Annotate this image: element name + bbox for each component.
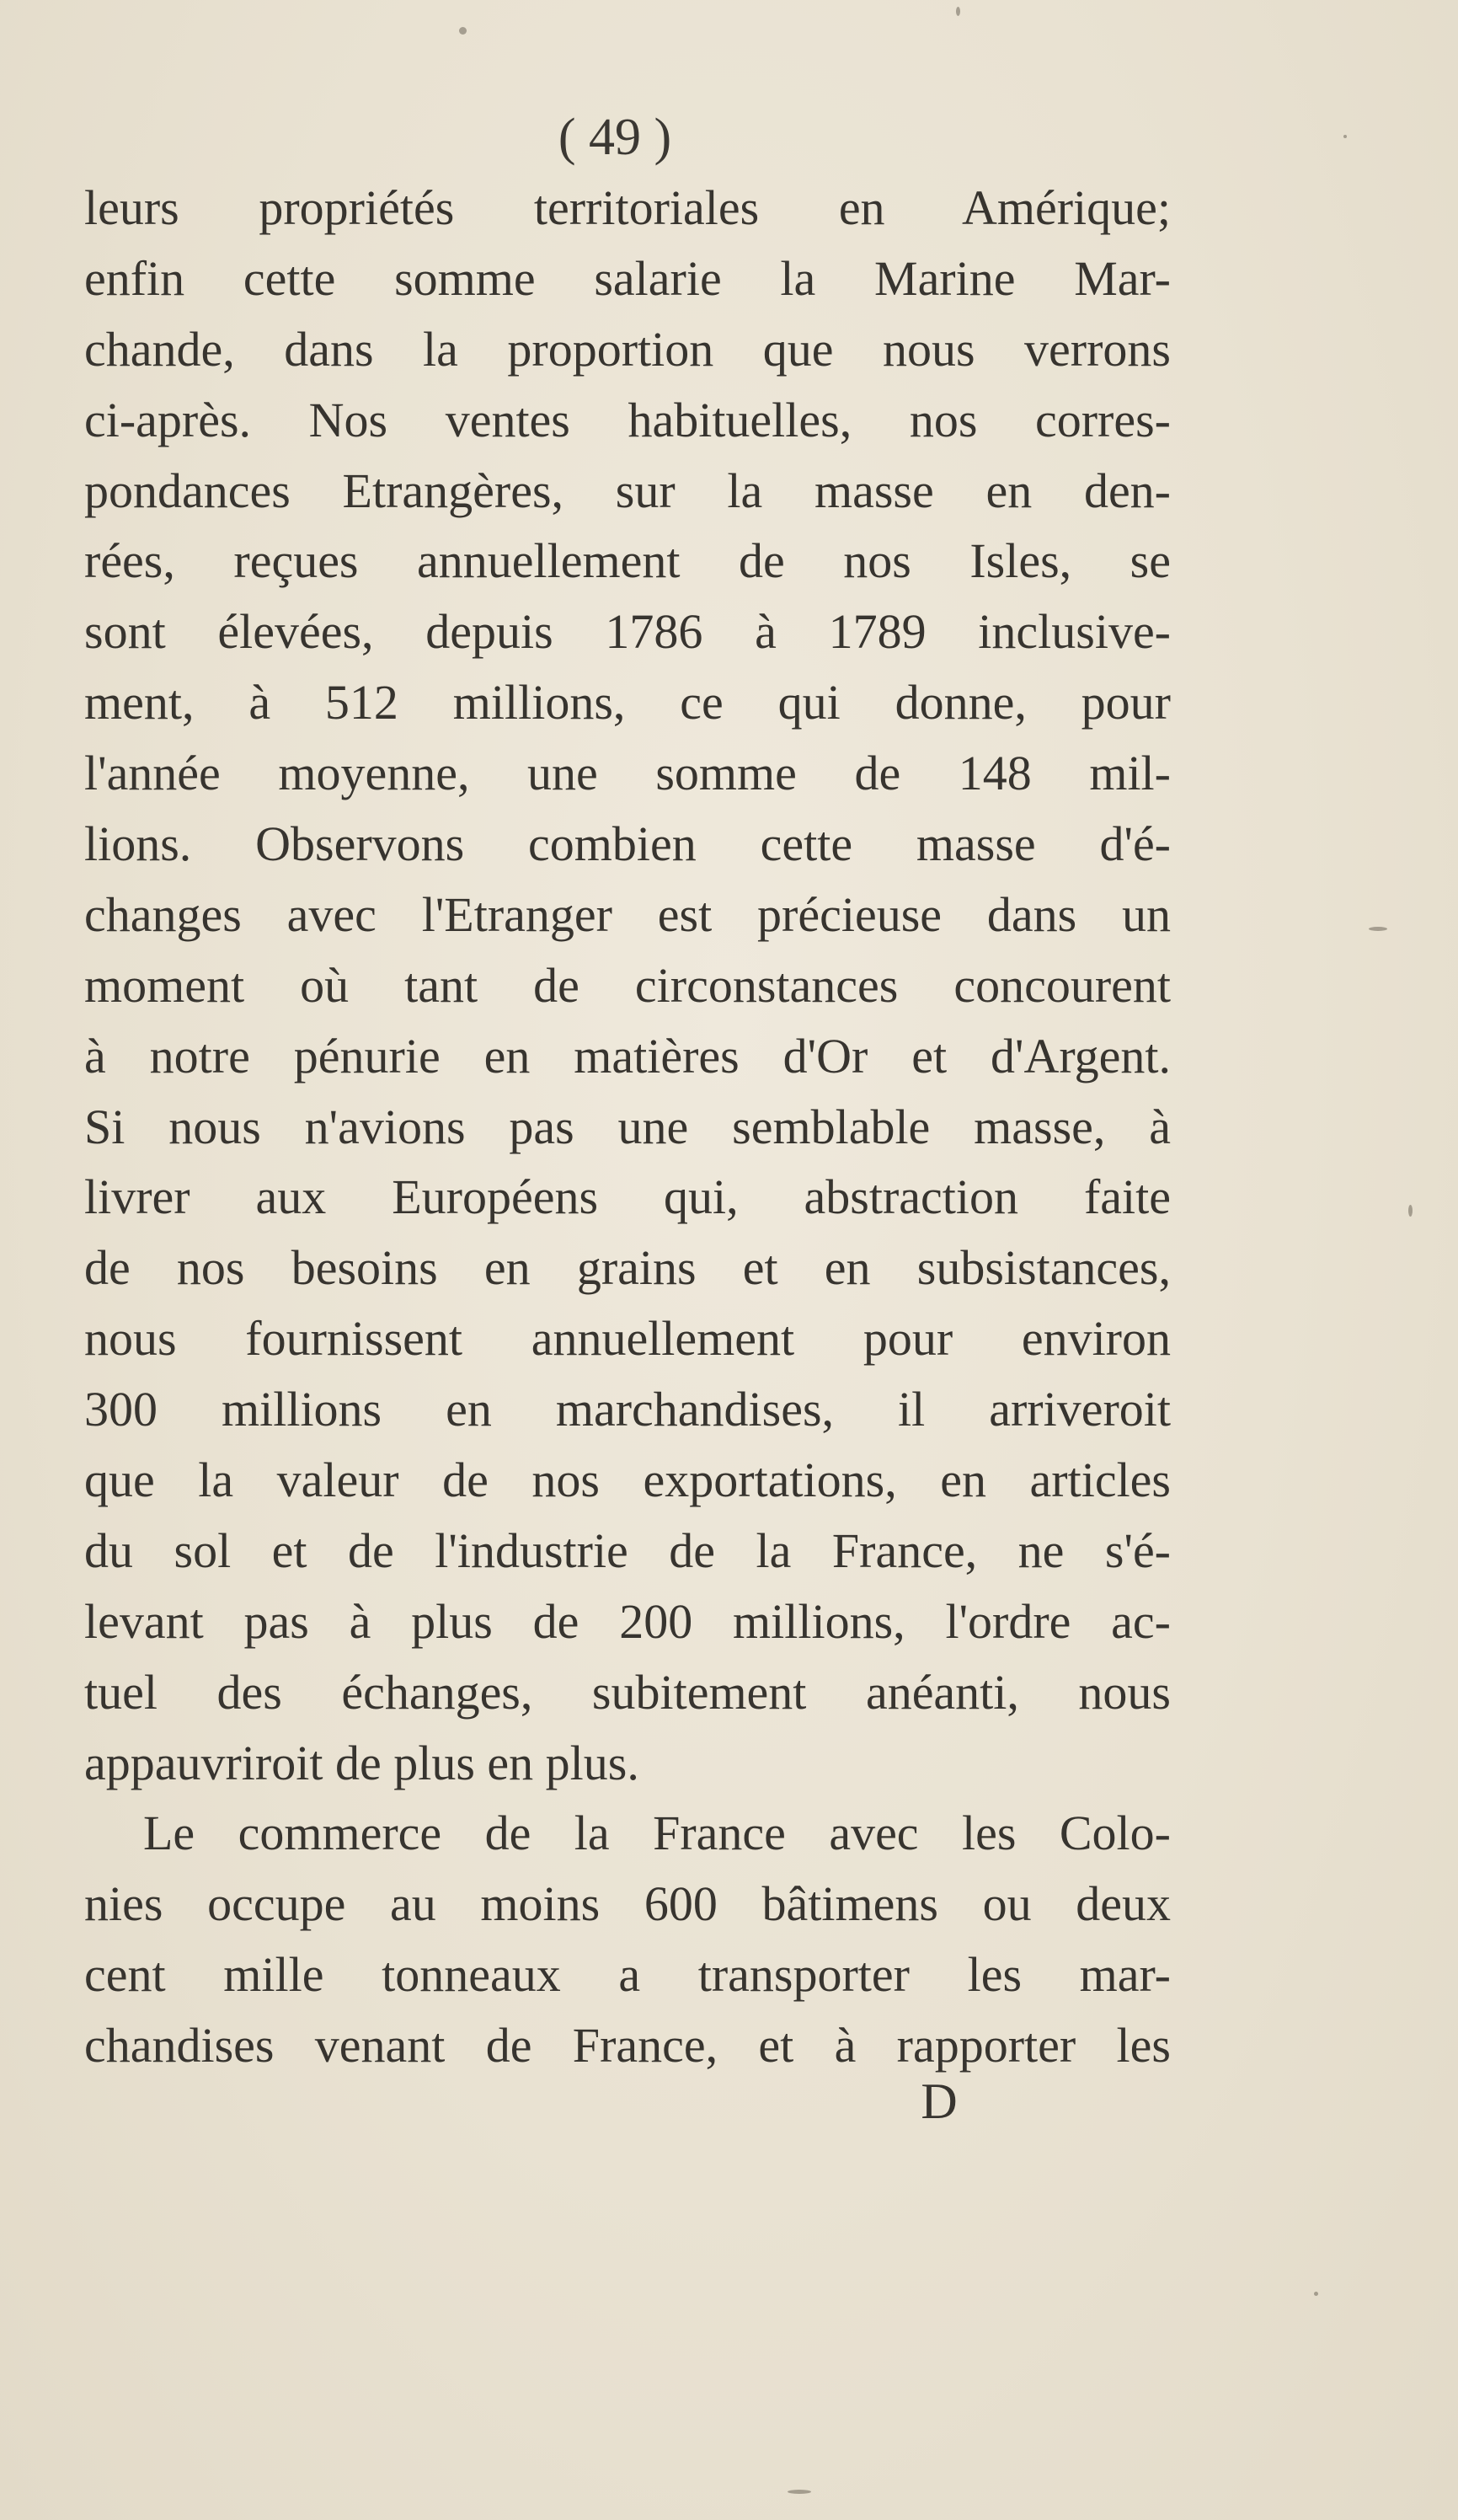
text-line: Si nous n'avions pas une semblable masse, à [84, 1099, 1171, 1154]
text-line: cent mille tonneaux a transporter les mar- [84, 1947, 1171, 2003]
text-line: tuel des échanges, subitement anéanti, nous [84, 1664, 1171, 1720]
paper-speck [1343, 135, 1347, 138]
text-line: ment, à 512 millions, ce qui donne, pour [84, 675, 1171, 730]
signature-mark: D [921, 2073, 958, 2129]
text-line: livrer aux Européens qui, abstraction faite [84, 1169, 1171, 1225]
paper-speck [1408, 1205, 1413, 1217]
text-line: ci-après. Nos ventes habituelles, nos corres- [84, 392, 1171, 447]
text-line: rées, reçues annuellement de nos Isles, se [84, 533, 1171, 589]
paper-speck [788, 2490, 811, 2494]
text-line: du sol et de l'industrie de la France, ne s'é- [84, 1522, 1171, 1578]
paper-speck [459, 27, 467, 35]
text-line: lions. Observons combien cette masse d'é- [84, 816, 1171, 872]
text-line: pondances Etrangères, sur la masse en den- [84, 463, 1171, 518]
text-line: que la valeur de nos exportations, en articles [84, 1453, 1171, 1508]
page-number: ( 49 ) [558, 109, 672, 166]
paper-speck [956, 7, 960, 16]
text-line: nies occupe au moins 600 bâtimens ou deux [84, 1876, 1171, 1932]
text-line: l'année moyenne, une somme de 148 mil- [84, 746, 1171, 801]
text-line: nous fournissent annuellement pour environ [84, 1311, 1171, 1367]
paragraph-last-line: appauvriroit de plus en plus. [84, 1735, 639, 1790]
text-line: leurs propriétés territoriales en Amérique; [84, 180, 1171, 235]
text-line: à notre pénurie en matières d'Or et d'Argent. [84, 1028, 1171, 1083]
text-line: levant pas à plus de 200 millions, l'ordre ac- [84, 1593, 1171, 1649]
text-line: de nos besoins en grains et en subsistances, [84, 1240, 1171, 1296]
paper-speck [1369, 927, 1387, 931]
body-text [84, 173, 1171, 2081]
paragraph-first-line: Le commerce de la France avec les Colo- [143, 1806, 1171, 1861]
paper-speck [1314, 2292, 1318, 2296]
text-line: chande, dans la proportion que nous verrons [84, 321, 1171, 377]
text-line: chandises venant de France, et à rapporter les [84, 2018, 1171, 2073]
text-line: sont élevées, depuis 1786 à 1789 inclusive- [84, 604, 1171, 660]
text-line: enfin cette somme salarie la Marine Mar- [84, 250, 1171, 306]
text-line: 300 millions en marchandises, il arriveroit [84, 1382, 1171, 1437]
text-line: moment où tant de circonstances concourent [84, 957, 1171, 1013]
text-line: changes avec l'Etranger est précieuse dans un [84, 886, 1171, 942]
